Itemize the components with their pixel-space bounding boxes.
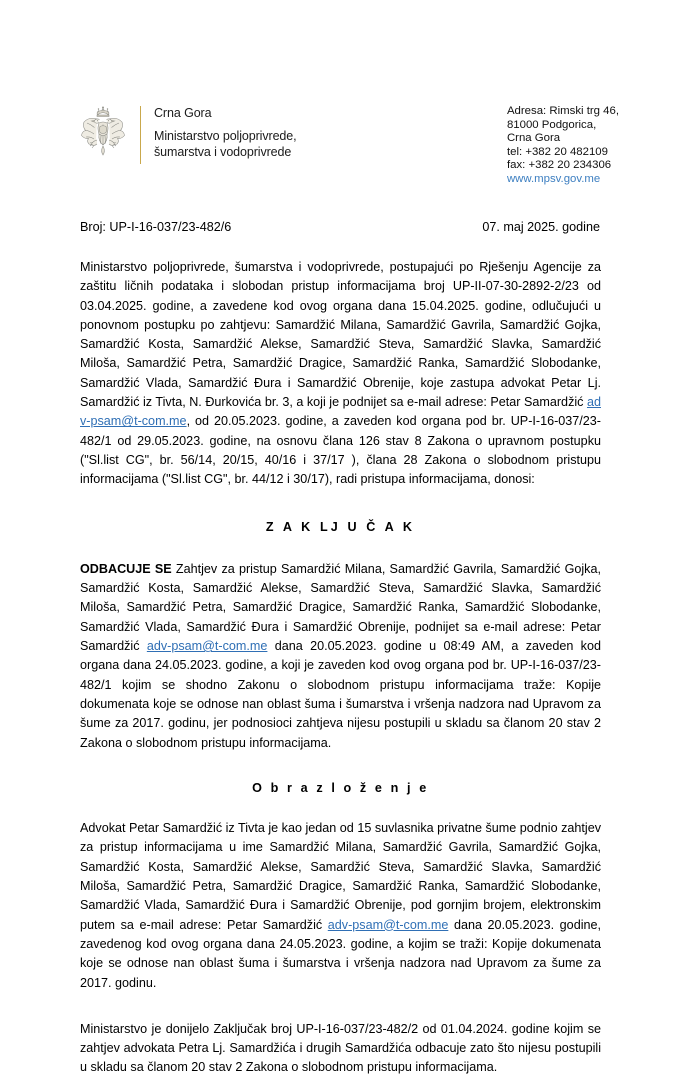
reference-number: Broj: UP-I-16-037/23-482/6: [80, 220, 232, 234]
paragraph-spacer: [80, 993, 601, 1020]
montenegro-coat-of-arms-icon: [76, 104, 130, 166]
letterhead: [0, 104, 679, 187]
ministry-name-line1: Ministarstvo poljoprivrede,: [154, 129, 297, 143]
intro-paragraph: [80, 258, 601, 490]
intro-email-link[interactable]: adv-psam@t-com.me: [80, 395, 601, 429]
ministry-name-line2: šumarstva i vodoprivrede: [154, 144, 292, 159]
explanation-paragraph: [80, 819, 601, 993]
ministry-name: [154, 129, 297, 160]
explanation-heading: O b r a z l o ž e n j e: [252, 780, 429, 795]
intro-paragraph-part1: Ministarstvo poljoprivrede, šumarstva i vodoprivrede, postupajući po Rješenju Agencije za zaštitu ličnih podataka i slobodan pristup informacijama broj UP-II-07-30-2892-2/23 od 03.04.2025. godine, a zavedene kod ovog organa dana 15.04.2025. godine, odlučujući u ponovnom postupku po zahtjevu: Samardžić Milana, Samardžić Gavrila, Samardžić Gojka, Samardžić Kosta, Samardžić Alekse, Samardžić Steva, Samardžić Slavka, Samardžić Miloša, Samardžić Petra, Samardžić Dragice, Samardžić Ranka, Samardžić Slobodanke, Samardžić Vlada, Samardžić Đura i Samardžić Obrenije, koje zastupa advokat Petar Lj. Samardžić iz Tivta, N. Đurkovića br. 3, a koji je podnijet sa e-mail adrese: Petar Samardžić: [80, 260, 601, 410]
brand-divider: [140, 106, 141, 164]
address-line-3: Crna Gora: [506, 132, 561, 145]
conclusion-paragraph: [80, 560, 601, 753]
document-body: [80, 258, 601, 1078]
conclusion-paragraph-part2: dana 20.05.2023. godine u 08:49 AM, a zaveden kod organa dana 24.05.2023. godine, a koji je zaveden kod ovog organa pod br. UP-I-16-037/23-482/1 kojim se shodno Zakonu o slobodnom pristupu informacijama traže: Kopije dokumenata koje se odnose nan oblast šuma i šumarstva i vršenja nadzora nad Upravom za šume za 2017. godinu, jer podnosioci zahtjeva nijesu postupili u skladu sa članom 20 stav 2 Zakona o slobodnom pristupu informacijama.: [80, 639, 601, 750]
telephone-line: tel: +382 20 482109: [506, 145, 608, 158]
country-name: Crna Gora: [154, 106, 212, 120]
explanation-paragraph-part2: dana 20.05.2023. godine, zavedenog kod ovog organa dana 24.05.2023. godine, a kojim se traži: Kopije dokumenata koje se odnose nan oblast šuma i šumarstva i vršenja nadzora nad Upravom za šume za 2017. godinu.: [80, 917, 601, 990]
intro-paragraph-part2: , od 20.05.2023. godine, a zaveden kod organa pod br. UP-I-16-037/23-482/1 od 29.05.2023. godine, na osnovu člana 126 stav 8 Zakona o upravnom postupku ("Sl.list CG", br. 56/14, 20/15, 40/16 i 37/17 ), člana 28 Zakona o slobodnom pristupu informacijama ("Sl.list CG", br. 44/12 i 30/17), radi pristupa informacijama, donosi:: [80, 414, 601, 487]
fax-line: fax: +382 20 234306: [506, 159, 612, 172]
final-paragraph: Ministarstvo je donijelo Zaključak broj UP-I-16-037/23-482/2 od 01.04.2024. godine kojim se zahtjev advokata Petra Lj. Samardžića i drugih Samardžića odbacuje zato što nijesu postupili u skladu sa članom 20 stav 2 Zakona o slobodnom pristupu informacijama.: [80, 1021, 601, 1075]
contact-block: [507, 104, 619, 187]
website-link-wrapper: [507, 173, 619, 187]
conclusion-email-link[interactable]: adv-psam@t-com.me: [146, 639, 268, 654]
explanation-email-link[interactable]: adv-psam@t-com.me: [327, 917, 449, 932]
conclusion-paragraph-part1: Zahtjev za pristup Samardžić Milana, Samardžić Gavrila, Samardžić Gojka, Samardžić Kosta, Samardžić Alekse, Samardžić Steva, Samardžić Slavka, Samardžić Miloša, Samardžić Petra, Samardžić Dragice, Samardžić Ranka, Samardžić Slobodanke, Samardžić Vlada, Samardžić Đura i Samardžić Obrenije, podnijet sa e-mail adrese: Petar Samardžić: [80, 561, 601, 654]
website-link[interactable]: www.mpsv.gov.me: [506, 172, 601, 185]
brand-text: [154, 104, 297, 166]
ministry-brand: [76, 104, 297, 166]
reference-row: [80, 219, 600, 235]
explanation-paragraph-part1: Advokat Petar Samardžić iz Tivta je kao jedan od 15 suvlasnika privatne šume podnio zahtjev za pristup informacijama u ime Samardžić Milana, Samardžić Gavrila, Samardžić Gojka, Samardžić Kosta, Samardžić Alekse, Samardžić Steva, Samardžić Slavka, Samardžić Miloša, Samardžić Petra, Samardžić Dragice, Samardžić Ranka, Samardžić Slobodanke, Samardžić Vlada, Samardžić Đura i Samardžić Obrenije, pod gornjim brojem, elektronskim putem sa e-mail adrese: Petar Samardžić: [80, 821, 601, 932]
document-date: 07. maj 2025. godine: [482, 220, 600, 234]
address-line-1: Adresa: Rimski trg 46,: [506, 105, 619, 117]
address-line-2: 81000 Podgorica,: [506, 118, 597, 131]
conclusion-bold-lead: ODBACUJE SE: [80, 561, 172, 576]
conclusion-heading: Z A K LJ U Č A K: [265, 519, 416, 534]
